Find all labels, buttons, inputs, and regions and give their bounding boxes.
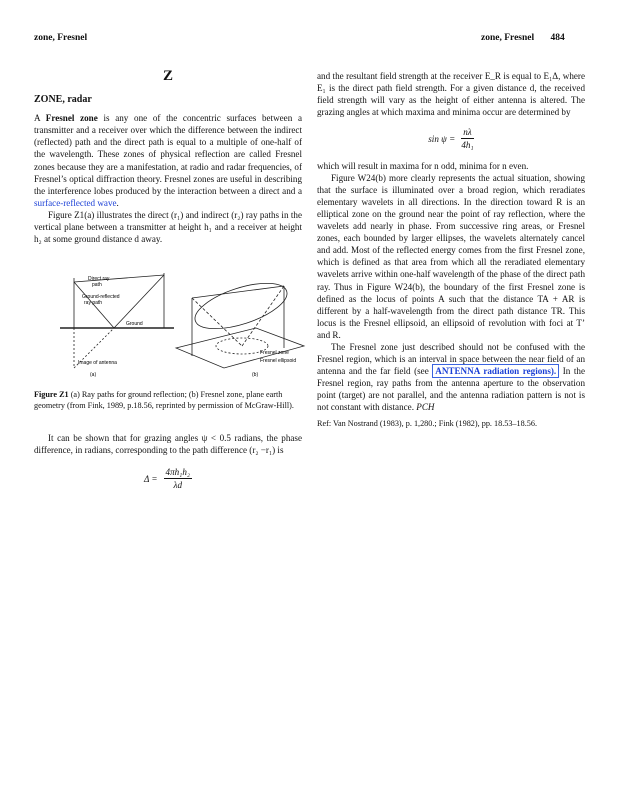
right-column — [317, 70, 585, 430]
label-direct-ray: Direct ray — [88, 276, 110, 282]
paragraph-figure-intro: Figure Z1(a) illustrates the direct (r₁) and indirect (r₂) ray paths in the vertical plane between a transmitter at height h₁ and a receiver at height h₂ at some ground distance d away. — [34, 209, 302, 245]
caption-label: Figure Z1 — [34, 390, 69, 399]
label-panel-b: (b) — [252, 372, 259, 378]
incident-ray-b — [192, 298, 242, 346]
label-image: Image of antenna — [78, 360, 117, 366]
left-column-lower — [34, 432, 302, 491]
entry-heading: ZONE, radar — [34, 94, 92, 106]
label-fresnel-ellipsoid: Fresnel ellipsoid — [260, 358, 297, 364]
page-number: 484 — [550, 33, 565, 43]
reflected-ray-b — [242, 286, 284, 346]
equation-grazing-angle: sin ψ = $\frac{n\lambda}{\text{4h₁}}$ — [428, 127, 474, 151]
defined-term: Fresnel zone — [45, 113, 98, 124]
label-ground-reflected: Ground-reflected — [82, 294, 120, 300]
label-panel-a: (a) — [90, 372, 97, 378]
paragraph-field-strength: and the resultant field strength at the receiver E_R is equal to E₁Δ, where E₁ is the direct path field strength. For a given distance d, the received field strength will vary as the height of either antenna is altered. The grazing angles at which maxima and minima occur are determined by — [317, 71, 585, 118]
label-ground: Ground — [126, 321, 143, 327]
running-header-right — [481, 33, 565, 43]
paragraph-fresnel-zone: Figure W24(b) more clearly represents the actual situation, showing that the surface is illuminated over a broad region, which reradiates elementary wavelets in all directions. In the direction toward R is an elliptical zone on the ground near the point of ray reflection, where the wavelets add nearly in phase. From successive ring areas, or Fresnel zones, each bounded by larger ellipses, the wavelets alternately cancel and add. Most of the reflected energy comes from the first Fresnel zone, which is defined as that area from which all the reradiated elementary wavelets arrive within one-half wavelength of the phase of the direct path ray. Thus in Figure W24(b), the boundary of the first Fresnel zone is defined as the locus of points A such that the distance TA + AR is different by a half-wavelength from the direct path distance TR. This locus is the Fresnel ellipsoid, an ellipsoid of revolution with foci at T’ and R. — [317, 172, 585, 340]
label-path: path — [92, 282, 102, 288]
caption-text: (a) Ray paths for ground reflection; (b) Fresnel zone, plane earth geometry (from Fink, 1989, p.18.56, reprinted by permission of McGraw-Hill). — [34, 390, 294, 410]
section-letter: Z — [162, 68, 173, 84]
label-ray-path: ray path — [84, 300, 103, 306]
running-header-left: zone, Fresnel — [34, 33, 88, 43]
figure-z1 — [56, 268, 306, 378]
header-title: zone, Fresnel — [481, 33, 535, 43]
surface-reflected-wave-link[interactable]: surface-reflected wave — [34, 197, 117, 208]
paragraph-maxima-minima: which will result in maxima for n odd, minima for n even. — [317, 160, 529, 171]
references: Ref: Van Nostrand (1983), p. 1,280.; Fink (1982), pp. 18.53–18.56. — [317, 418, 537, 428]
paragraph-definition: A Fresnel zone is any one of the concentric surfaces between a transmitter and a receiver over which the difference between the indirect (reflected) path and the direct path is equal to a multiple of one-half of the wavelength. These zones of physical reflection are called Fresnel zones because they are a manifestation, at radio and radar frequencies, of Fresnel’s optical diffraction theory. Fresnel zones are useful in describing the interference lobes produced by the interaction between a direct and a surface-reflected wave. — [34, 113, 302, 208]
paragraph-fresnel-region: The Fresnel zone just described should not be confused with the Fresnel region, which is an interval in space between the near field of an antenna and the far field (see ANTENNA radiation regions). In the Fresnel region, ray paths from the antenna aperture to the observation point (target) are not parallel, and the antenna radiation pattern is not is not constant with distance. PCH — [317, 341, 585, 413]
paragraph-phase-difference: It can be shown that for grazing angles ψ < 0.5 radians, the phase difference, in radians, corresponding to the path difference (r₂ −r₁) is — [34, 433, 302, 456]
label-fresnel-zone: Fresnel zone — [260, 350, 289, 356]
antenna-radiation-regions-link[interactable]: ANTENNA radiation regions). — [432, 364, 559, 378]
author-initials: PCH — [416, 402, 435, 413]
figure-panel-a — [60, 273, 174, 368]
figure-caption — [34, 389, 294, 411]
fresnel-ellipsoid-shape — [190, 274, 292, 338]
left-column — [34, 70, 302, 245]
equation-phase-difference: Δ = $\frac{\text{4πh₁h₂}}{\lambda d}$ — [143, 467, 191, 491]
